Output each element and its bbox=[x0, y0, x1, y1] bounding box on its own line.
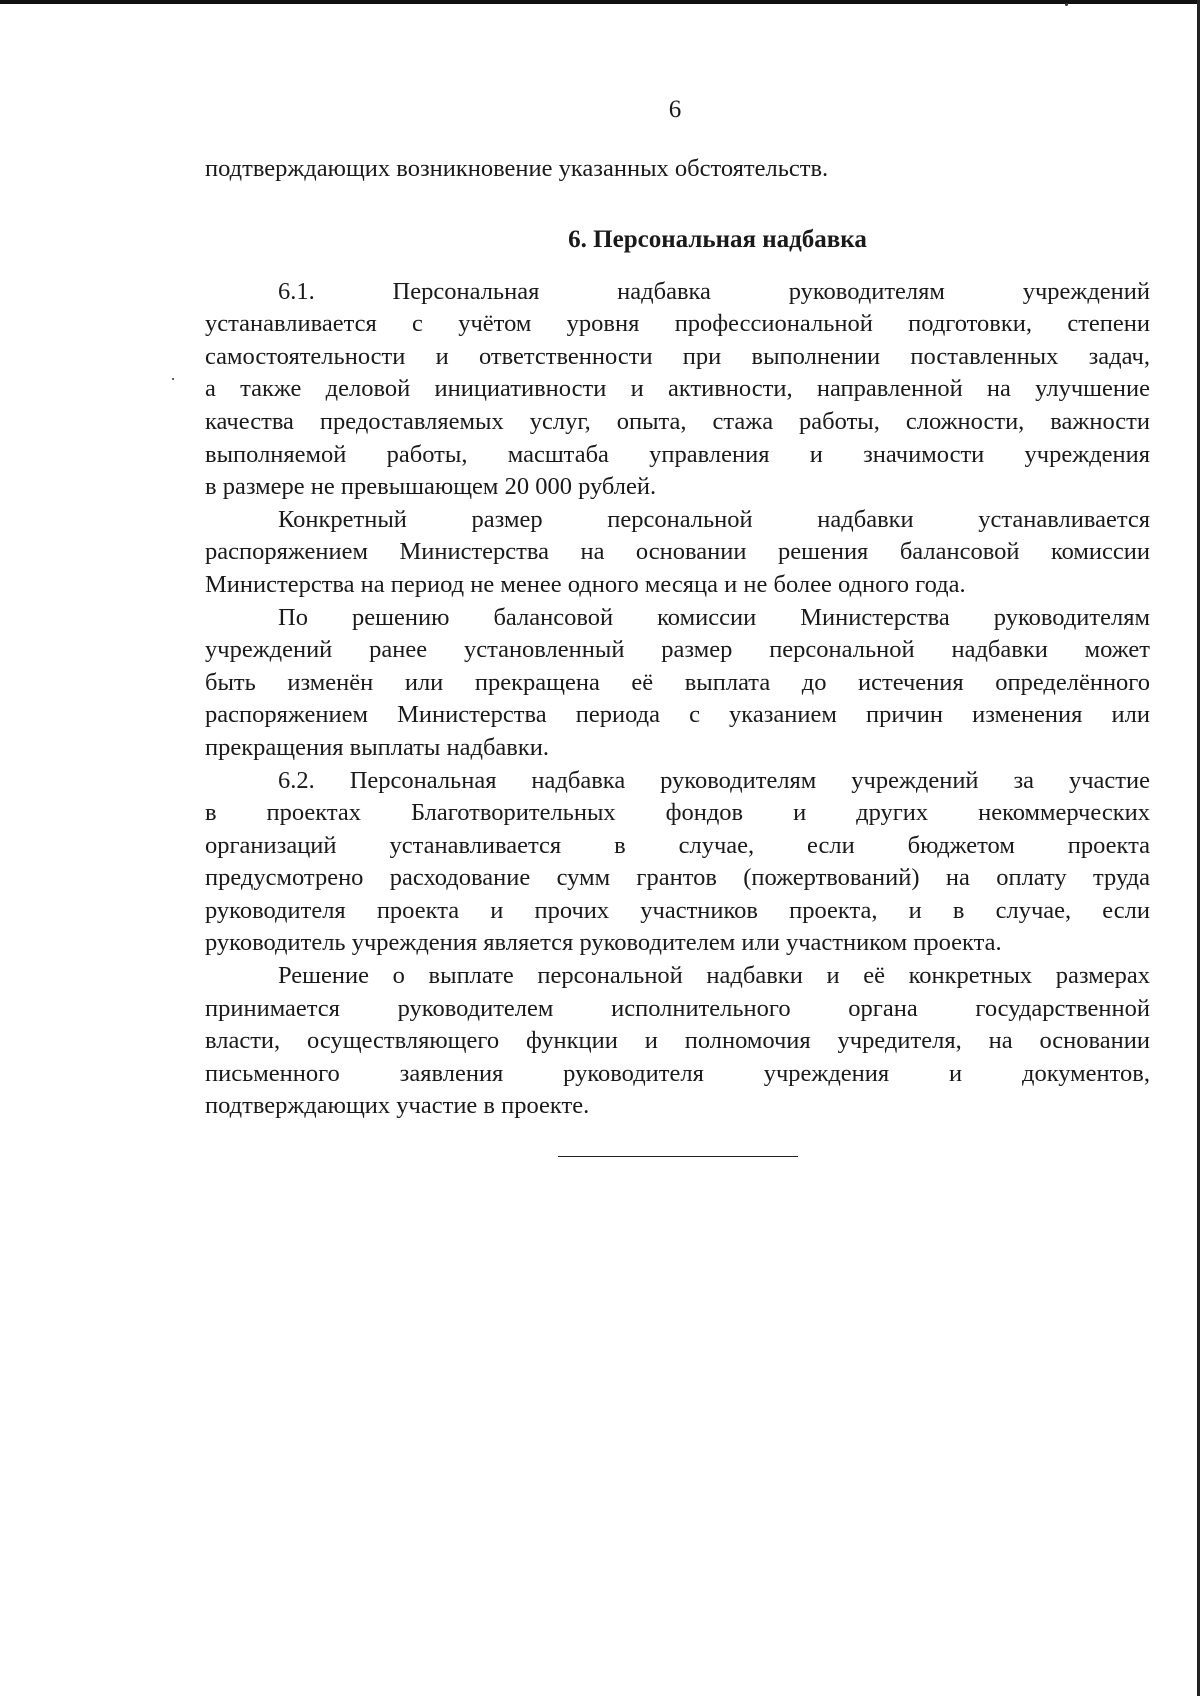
paragraph-line: а также деловой инициативности и активности, направленной на улучшение bbox=[205, 375, 1150, 403]
paragraph-line: в проектах Благотворительных фондов и других некоммерческих bbox=[205, 799, 1150, 827]
scan-speck bbox=[172, 378, 174, 380]
paragraph-line: качества предоставляемых услуг, опыта, стажа работы, сложности, важности bbox=[205, 407, 1150, 435]
paragraph-payment-decision bbox=[205, 960, 1150, 1123]
paragraph-line: устанавливается с учётом уровня профессиональной подготовки, степени bbox=[205, 310, 1150, 338]
page-number: 6 bbox=[668, 96, 682, 123]
paragraph-specific-size bbox=[205, 504, 1150, 602]
paragraph-line: письменного заявления руководителя учреждения и документов, bbox=[205, 1059, 1150, 1087]
paragraph-line: в размере не превышающем 20 000 рублей. bbox=[205, 473, 657, 501]
paragraph-line: 6.2. Персональная надбавка руководителям учреждений за участие bbox=[278, 766, 1150, 794]
paragraph-line: выполняемой работы, масштаба управления и значимости учреждения bbox=[205, 440, 1150, 468]
scan-speck bbox=[1065, 3, 1068, 6]
scan-border-top bbox=[0, 0, 1200, 4]
paragraph-line: По решению балансовой комиссии Министерства руководителям bbox=[278, 603, 1150, 631]
paragraph-line: принимается руководителем исполнительного органа государственной bbox=[205, 994, 1150, 1022]
paragraph-line: прекращения выплаты надбавки. bbox=[205, 733, 550, 761]
paragraph-line: власти, осуществляющего функции и полномочия учредителя, на основании bbox=[205, 1027, 1150, 1055]
paragraph-line: распоряжением Министерства периода с указанием причин изменения или bbox=[205, 701, 1150, 729]
intro-line: подтверждающих возникновение указанных обстоятельств. bbox=[205, 155, 829, 182]
paragraph-line: руководитель учреждения является руководителем или участником проекта. bbox=[205, 929, 1002, 957]
paragraph-line: подтверждающих участие в проекте. bbox=[205, 1092, 590, 1120]
paragraph-line: 6.1. Персональная надбавка руководителям учреждений bbox=[278, 277, 1150, 305]
section-heading: 6. Персональная надбавка bbox=[568, 225, 867, 253]
paragraph-line: распоряжением Министерства на основании решения балансовой комиссии bbox=[205, 538, 1150, 566]
paragraph-line: Конкретный размер персональной надбавки устанавливается bbox=[278, 505, 1150, 533]
paragraph-commission-decision bbox=[205, 602, 1150, 765]
paragraph-line: Министерства на период не менее одного месяца и не более одного года. bbox=[205, 570, 966, 598]
paragraph-line: Решение о выплате персональной надбавки и её конкретных размерах bbox=[278, 962, 1150, 990]
paragraph-line: учреждений ранее установленный размер персональной надбавки может bbox=[205, 636, 1150, 664]
paragraph-line: организаций устанавливается в случае, если бюджетом проекта bbox=[205, 831, 1150, 859]
paragraph-line: быть изменён или прекращена её выплата до истечения определённого bbox=[205, 668, 1150, 696]
end-separator-line bbox=[558, 1156, 798, 1157]
paragraph-line: предусмотрено расходование сумм грантов (пожертвований) на оплату труда bbox=[205, 864, 1150, 892]
paragraph-line: руководителя проекта и прочих участников проекта, и в случае, если bbox=[205, 896, 1150, 924]
document-body bbox=[205, 153, 1150, 1157]
paragraph-line: самостоятельности и ответственности при выполнении поставленных задач, bbox=[205, 342, 1150, 370]
paragraph-6-1 bbox=[205, 276, 1150, 504]
paragraph-6-2 bbox=[205, 765, 1150, 961]
